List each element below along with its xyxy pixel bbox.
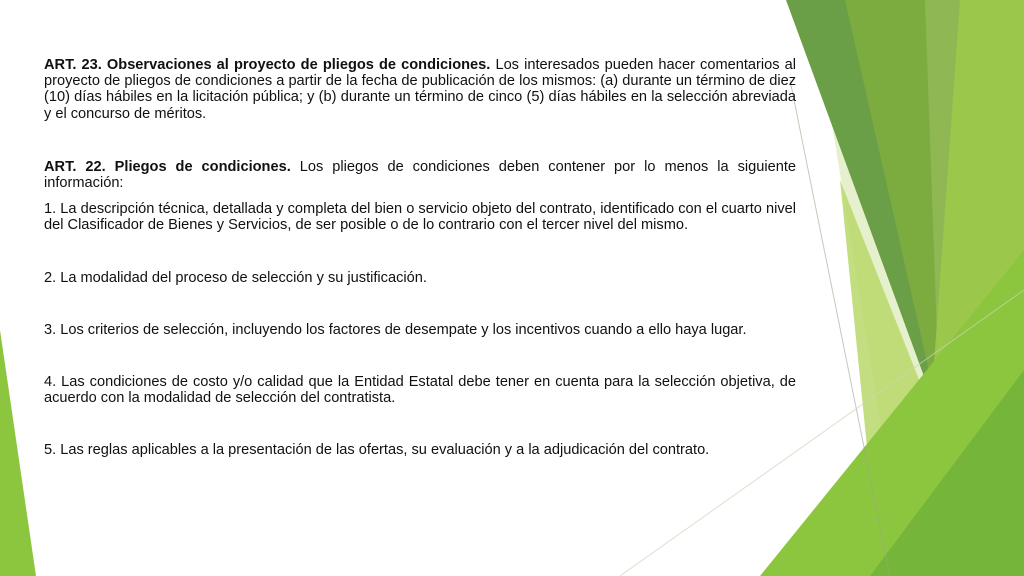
article-23-paragraph	[44, 57, 796, 122]
list-item-5: 5. Las reglas aplicables a la presentación de las ofertas, su evaluación y a la adjudicación del contrato.	[44, 442, 710, 459]
list-item-2: 2. La modalidad del proceso de selección y su justificación.	[44, 269, 427, 286]
deco-left-triangle	[0, 330, 36, 576]
article-22-text: Los pliegos de condiciones deben contener por lo menos la siguiente información:	[44, 158, 796, 192]
list-item-1: 1. La descripción técnica, detallada y completa del bien o servicio objeto del contrato, identificado con el cuarto nivel del Clasificador de Bienes y Servicios, de ser posible o de lo contrario con el tercer nivel del mismo.	[44, 201, 796, 234]
article-22-paragraph	[44, 159, 796, 191]
article-22-heading: ART. 22. Pliegos de condiciones.	[44, 158, 291, 175]
list-item-3: 3. Los criterios de selección, incluyendo los factores de desempate y los incentivos cuando a ello haya lugar.	[44, 321, 747, 338]
slide-body	[44, 57, 796, 495]
article-23-heading: ART. 23. Observaciones al proyecto de pliegos de condiciones.	[44, 57, 491, 73]
list-item-4: 4. Las condiciones de costo y/o calidad que la Entidad Estatal debe tener en cuenta para la selección objetiva, de acuerdo con la modalidad de selección del contratista.	[44, 374, 796, 407]
article-23-text: Los interesados pueden hacer comentarios al proyecto de pliegos de condiciones a partir de la fecha de publicación de los mismos: (a) durante un término de diez (10) días hábiles en la licitación pública; y (b) durante un término de cinco (5) días hábiles en la selección abreviada y el concurso de méritos.	[44, 57, 796, 122]
